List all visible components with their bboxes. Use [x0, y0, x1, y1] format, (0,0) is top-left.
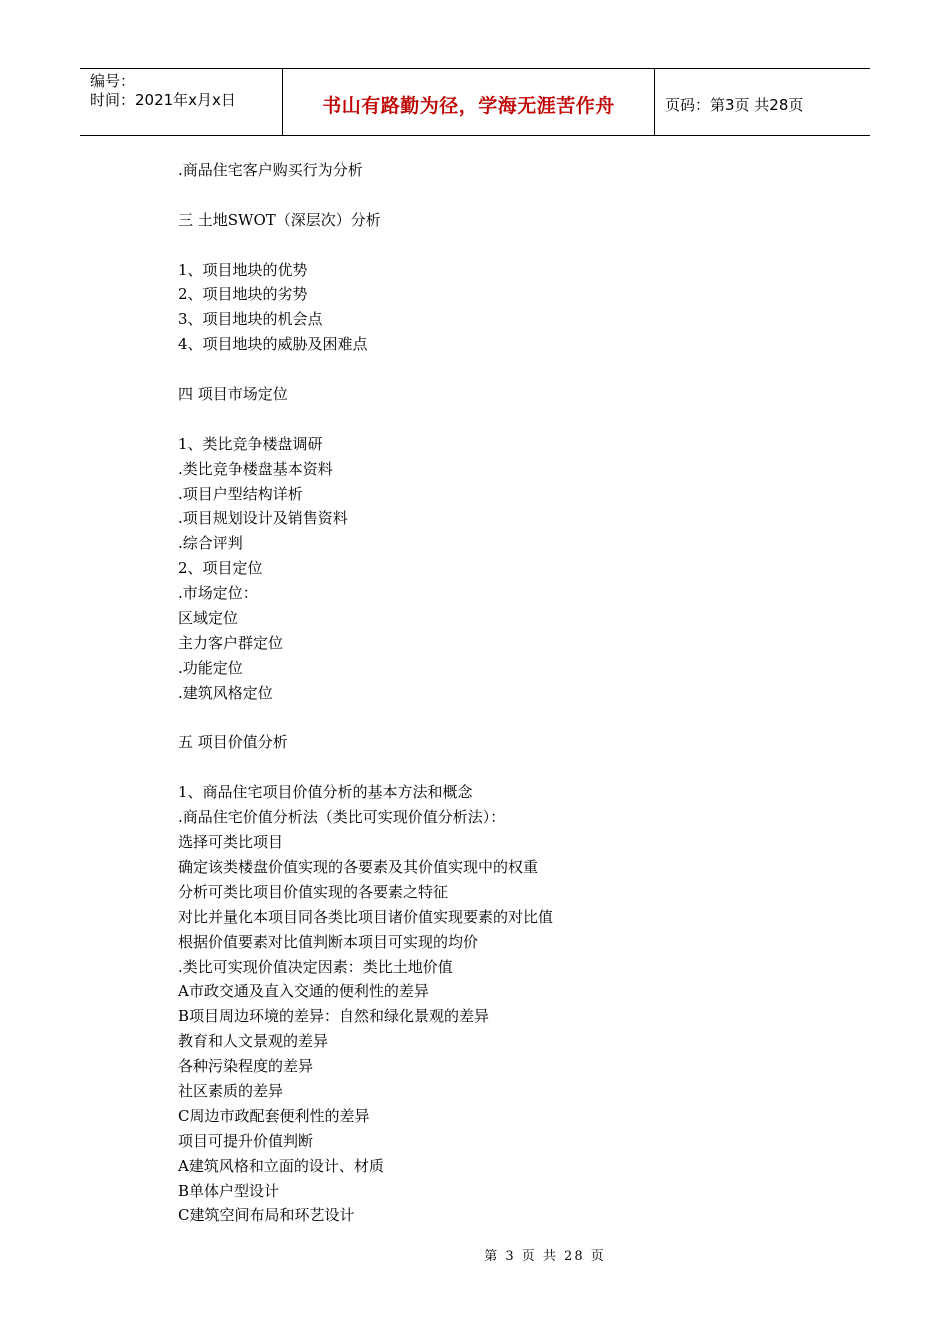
body-line: .项目规划设计及销售资料: [178, 509, 348, 528]
header-motto-cell: [282, 69, 655, 135]
header-motto: 书山有路勤为径，学海无涯苦作舟: [322, 94, 615, 117]
body-line: 1、类比竞争楼盘调研: [178, 434, 323, 453]
body-line: 区域定位: [178, 609, 239, 628]
header-page-cell: [655, 69, 870, 135]
page-footer: 第 3 页 共 28 页: [484, 1249, 606, 1264]
body-line: 社区素质的差异: [178, 1081, 284, 1100]
body-line: 3、项目地块的机会点: [178, 310, 323, 329]
body-line: C周边市政配套便利性的差异: [178, 1106, 370, 1125]
body-line: B单体户型设计: [178, 1181, 280, 1200]
header-left-cell: [80, 69, 282, 135]
body-line: 1、商品住宅项目价值分析的基本方法和概念: [178, 783, 473, 802]
body-line: 2、项目地块的劣势: [178, 285, 308, 304]
body-line: 教育和人文景观的差异: [178, 1032, 329, 1051]
body-line: 4、项目地块的威胁及困难点: [178, 335, 368, 354]
body-line: 分析可类比项目价值实现的各要素之特征: [178, 882, 449, 901]
body-line: .项目户型结构详析: [178, 484, 303, 503]
body-line: A建筑风格和立面的设计、材质: [178, 1156, 384, 1175]
blank-line: [178, 706, 858, 731]
body-line: 各种污染程度的差异: [178, 1057, 314, 1076]
body-line: 根据价值要素对比值判断本项目可实现的均价: [178, 932, 479, 951]
body-line: 五 项目价值分析: [178, 733, 288, 752]
blank-line: [178, 183, 858, 208]
body-line: .商品住宅价值分析法（类比可实现价值分析法）：: [178, 808, 506, 827]
header-page-info: 页码：第3页 共28页: [665, 95, 804, 114]
body-line: 四 项目市场定位: [178, 385, 288, 404]
body-line: 主力客户群定位: [178, 633, 284, 652]
body-line: .商品住宅客户购买行为分析: [178, 161, 363, 179]
document-time-label: 时间：2021年x月x日: [90, 91, 236, 109]
page-header: [80, 68, 870, 136]
blank-line: [178, 755, 858, 780]
body-line: C建筑空间布局和环艺设计: [178, 1206, 355, 1225]
blank-line: [178, 233, 858, 258]
body-line: B项目周边环境的差异：自然和绿化景观的差异: [178, 1007, 490, 1026]
body-line: .类比竞争楼盘基本资料: [178, 459, 333, 478]
body-line: A市政交通及直入交通的便利性的差异: [178, 982, 429, 1001]
document-number-label: 编号：: [90, 72, 136, 90]
body-line: 对比并量化本项目同各类比项目诸价值实现要素的对比值: [178, 907, 554, 926]
body-line: .市场定位：: [178, 584, 258, 603]
body-line: .综合评判: [178, 534, 243, 553]
body-line: 2、项目定位: [178, 559, 263, 578]
body-line: .类比可实现价值决定因素：类比土地价值: [178, 957, 453, 976]
body-line: .建筑风格定位: [178, 683, 273, 702]
body-line: 确定该类楼盘价值实现的各要素及其价值实现中的权重: [178, 857, 539, 876]
body-line: 项目可提升价值判断: [178, 1131, 314, 1150]
blank-line: [178, 357, 858, 382]
body-line: 选择可类比项目: [178, 833, 284, 852]
blank-line: [178, 407, 858, 432]
body-line: 三 土地SWOT（深层次）分析: [178, 210, 381, 229]
body-line: 1、项目地块的优势: [178, 260, 308, 279]
document-body: [178, 158, 858, 1228]
body-line: .功能定位: [178, 658, 243, 677]
